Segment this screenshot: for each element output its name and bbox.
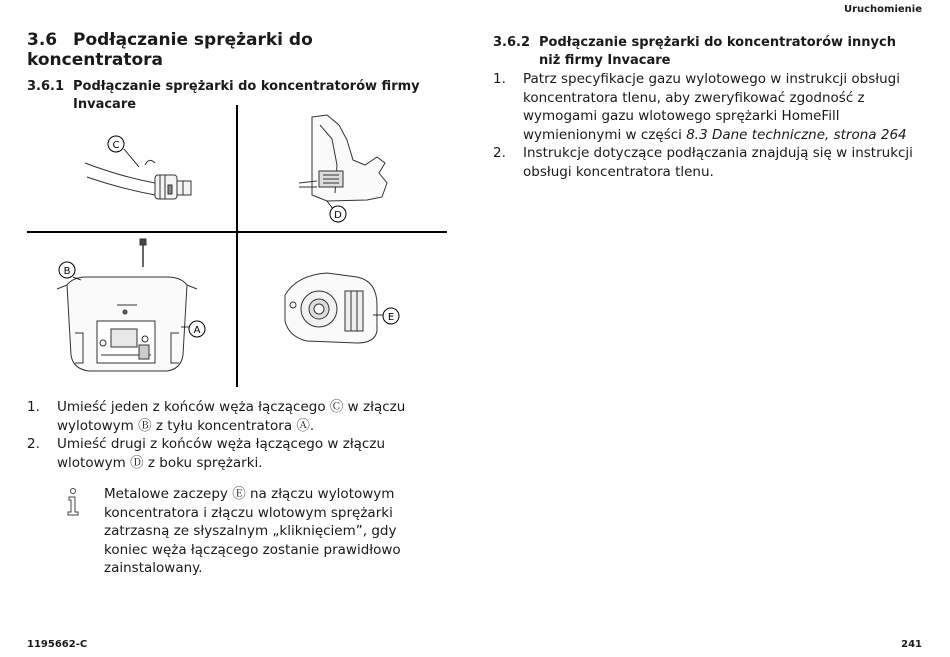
step-text: Instrukcje dotyczące podłączania znajdują się w instrukcji obsługi koncentratora tlenu. <box>523 145 913 180</box>
section-heading <box>27 30 447 70</box>
concentrator-back-drawing <box>57 239 197 371</box>
step-text: Umieść jeden z końców węża łączącego Ⓒ w złączu wylotowym Ⓑ z tyłu koncentratora Ⓐ. <box>57 399 406 434</box>
chapter-header: Uruchomienie <box>843 4 922 15</box>
label-b: B <box>63 266 71 277</box>
section-number: 3.6 <box>27 30 58 50</box>
cross-reference-link[interactable]: 8.3 Dane techniczne, strona 264 <box>686 126 907 143</box>
label-d: D <box>334 210 342 221</box>
subsection-title: Podłączanie sprężarki do koncentratorów firmy Invacare <box>73 79 420 112</box>
subsection-heading-right <box>493 34 913 70</box>
subsection-number: 3.6.2 <box>493 35 531 50</box>
label-c: C <box>112 140 120 151</box>
compressor-side-drawing <box>299 115 387 201</box>
right-steps-list <box>493 70 913 181</box>
subsection-number: 3.6.1 <box>27 79 65 94</box>
section-title: Podłączanie sprężarki do koncentratora <box>27 30 313 70</box>
list-item <box>27 398 437 435</box>
note-text: Metalowe zaczepy Ⓔ na złączu wylotowym koncentratora i złączu wlotowym sprężarki zatrzasną ze słyszalnym „kliknięciem”, gdy koniec węża łączącego zostanie prawidłowo zainstalowany. <box>104 486 401 576</box>
connection-figure <box>27 105 447 387</box>
step-number: 1. <box>493 71 506 87</box>
label-e: E <box>387 312 395 323</box>
document-number: 1195662-C <box>27 639 88 650</box>
info-icon <box>64 487 84 517</box>
label-a: A <box>193 325 201 336</box>
list-item <box>493 70 913 144</box>
subsection-title: Podłączanie sprężarki do koncentratorów innych niż firmy Invacare <box>539 35 896 68</box>
step-number: 2. <box>27 436 40 452</box>
step-text: Patrz specyfikacje gazu wylotowego w instrukcji obsługi koncentratora tlenu, aby zweryfikować zgodność z wymogami gazu wlotowego sprężarki HomeFill wymienionymi w części <box>523 71 900 143</box>
list-item <box>493 144 913 181</box>
connector-closeup-drawing <box>285 273 377 343</box>
step-text: Umieść drugi z końców węża łączącego w złączu wlotowym Ⓓ z boku sprężarki. <box>57 436 385 471</box>
step-number: 1. <box>27 399 40 415</box>
left-column <box>27 30 447 114</box>
right-column <box>493 34 913 181</box>
info-note <box>64 485 414 578</box>
connection-illustration <box>27 105 447 387</box>
page-number: 241 <box>901 639 922 650</box>
step-number: 2. <box>493 145 506 161</box>
list-item <box>27 435 437 472</box>
left-steps-list <box>27 398 437 472</box>
